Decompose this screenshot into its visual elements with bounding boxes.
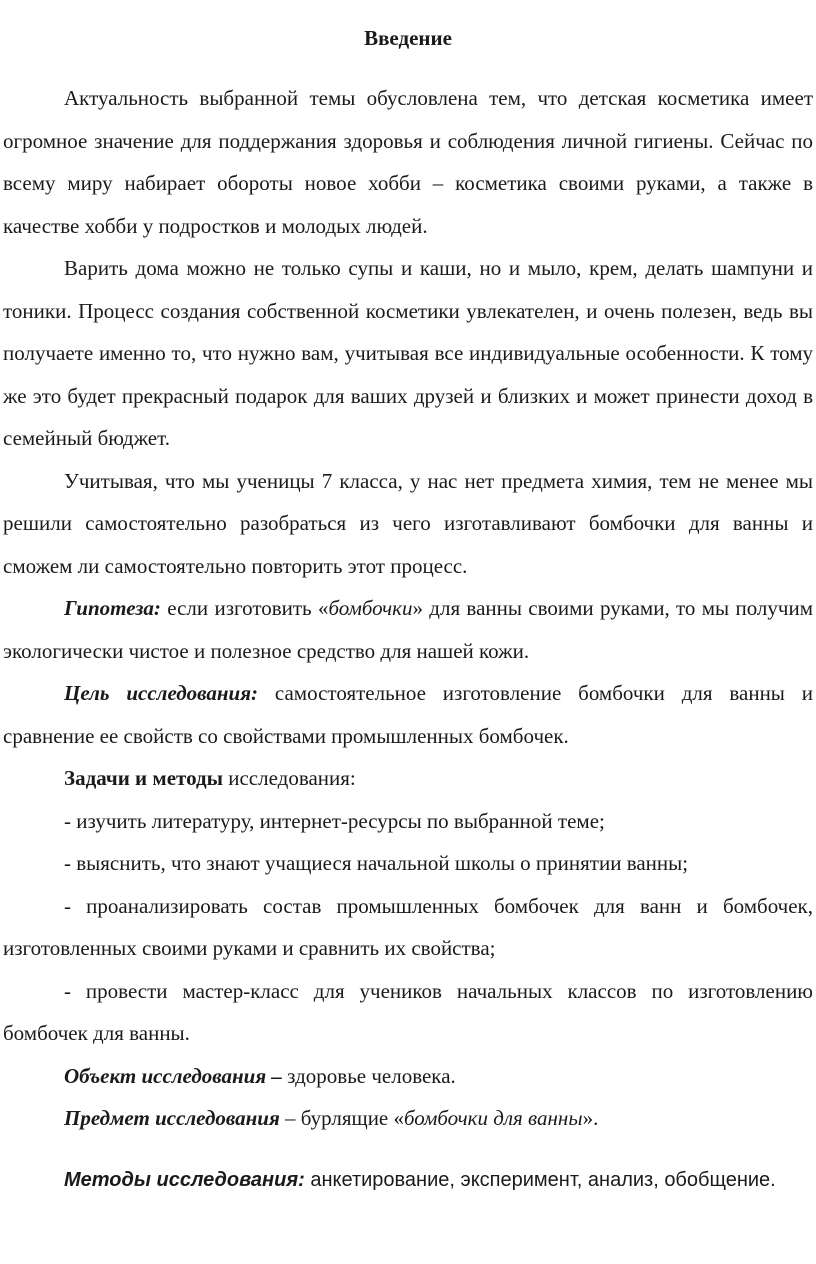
object-text: здоровье человека. <box>281 1063 456 1088</box>
list-item: - провести мастер-класс для учеников начальных классов по изготовлению бомбочек для ванны. <box>3 978 813 1045</box>
document-body <box>3 77 813 1202</box>
goal-text: самостоятельное изготовление бомбочки для ванны и сравнение ее свойств со свойствами промышленных бомбочек. <box>3 681 813 748</box>
hypothesis-text-b: » для ванны своими руками, то мы получим экологически чистое и полезное средство для нашей кожи. <box>3 596 814 663</box>
methods-text: анкетирование, эксперимент, анализ, обобщение. <box>304 1168 776 1191</box>
subject-italic: бомбочки для ванны <box>404 1106 583 1130</box>
list-item: - изучить литературу, интернет-ресурсы по выбранной теме; <box>64 808 605 833</box>
subject-text-a: – бурлящие « <box>279 1106 405 1130</box>
hypothesis-label: Гипотеза: <box>64 596 161 620</box>
tasks-label: Задачи и методы <box>64 766 223 790</box>
paragraph-subject <box>3 1097 813 1140</box>
list-item: - выяснить, что знают учащиеся начальной школы о принятии ванны; <box>64 851 689 875</box>
object-label: Объект исследования – <box>64 1063 282 1088</box>
subject-label: Предмет исследования <box>64 1106 280 1130</box>
paragraph-tasks <box>3 757 813 800</box>
list-item: - проанализировать состав промышленных бомбочек для ванн и бомбочек, изготовленных своими руками и сравнить их свойства; <box>3 893 813 960</box>
goal-label: Цель исследования: <box>64 681 259 705</box>
page-title: Введение <box>364 26 452 50</box>
paragraph-goal <box>3 672 813 757</box>
methods-label: Методы исследования: <box>64 1168 305 1191</box>
paragraph-motivation: Учитывая, что мы ученицы 7 класса, у нас нет предмета химия, тем не менее мы решили самостоятельно разобраться из чего изготавливают бомбочки для ванны и сможем ли самостоятельно повторить этот процесс. <box>3 468 813 578</box>
subject-text-b: ». <box>582 1106 599 1130</box>
paragraph-home-cosmetics: Варить дома можно не только супы и каши, но и мыло, крем, делать шампуни и тоники. Процесс создания собственной косметики увлекателен, и очень полезен, ведь вы получаете именно то, что нужно вам, учитывая все индивидуальные особенности. К тому же это будет прекрасный подарок для ваших друзей и близких и может принести доход в семейный бюджет. <box>3 256 813 450</box>
paragraph-hypothesis <box>3 587 813 672</box>
tasks-text: исследования: <box>223 766 356 790</box>
paragraph-object <box>3 1055 813 1098</box>
hypothesis-text-a: если изготовить « <box>160 596 329 620</box>
paragraph-relevance: Актуальность выбранной темы обусловлена тем, что детская косметика имеет огромное значение для поддержания здоровья и соблюдения личной гигиены. Сейчас по всему миру набирает обороты новое хобби – косметика своими руками, а также в качестве хобби у подростков и молодых людей. <box>3 86 813 238</box>
paragraph-methods <box>3 1158 813 1202</box>
hypothesis-italic: бомбочки <box>328 596 413 620</box>
